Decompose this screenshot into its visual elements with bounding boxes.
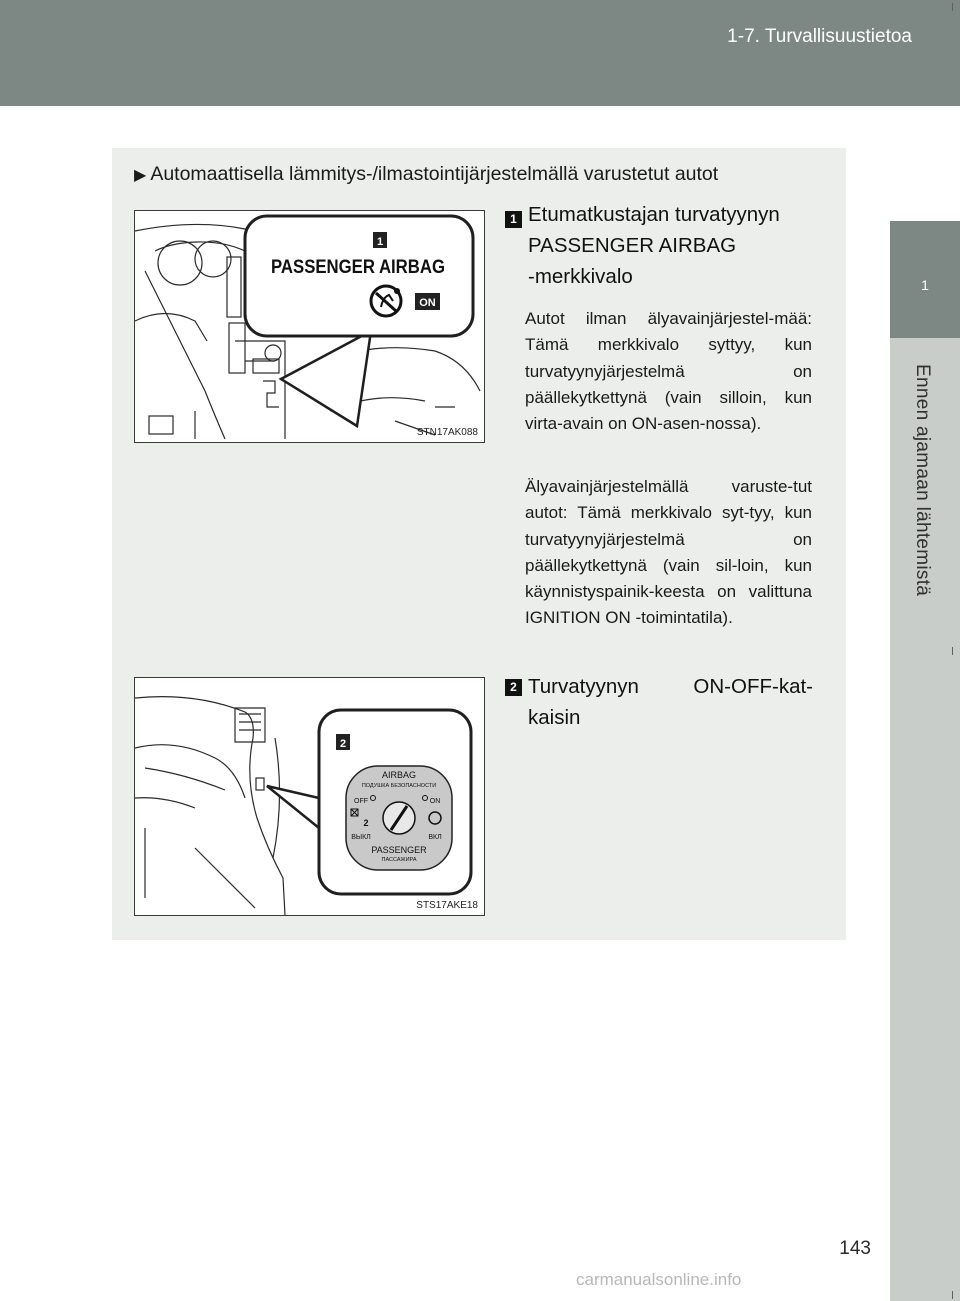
dashboard-illustration [135,211,484,442]
item-title [528,671,813,733]
switch-off-sublabel: ВЫКЛ [351,834,371,841]
switch-knob [383,802,415,834]
item-title-line: Turvatyynyn ON-OFF-kat- [528,675,813,698]
chapter-label: Ennen ajamaan lähtemistä [912,364,933,597]
switch-bottom-sublabel: ПАССАЖИРА [381,857,417,863]
switch-off-label: OFF [354,798,368,805]
switch-top-label: AIRBAG [381,770,417,780]
item-number-badge: 2 [505,679,522,696]
crop-mark [952,3,953,11]
item-title-line: kaisin [528,706,581,729]
section-title: 1-7. Turvallisuustietoa [727,26,912,47]
switch-bottom-label: PASSENGER [371,845,427,855]
on-badge: ON [419,297,436,309]
item-paragraph: Autot ilman älyavainjärjestel-mää: Tämä merkkivalo syttyy, kun turvatyynyjärjestelmä on päällekytkettynä (vain silloin, kun virta-avain on ON-asen-nossa). [525,309,812,434]
chapter-strip [890,338,960,1301]
content-heading-text: Automaattisella lämmitys-/ilmastointijärjestelmällä varustetut autot [150,163,719,185]
item-title-line: -merkkivalo [528,265,633,288]
watermark: carmanualsonline.info [576,1270,742,1289]
switch-top-sublabel: ПОДУШКА БЕЗОПАСНОСТИ [361,783,437,789]
item-title [528,199,824,292]
figure-airbag-switch [134,677,485,916]
content-heading [134,163,718,186]
chapter-tab [890,221,960,338]
crop-mark [952,647,953,655]
triangle-bullet-icon: ▶ [134,167,147,184]
indicator-text: PASSENGER AIRBAG [271,257,445,278]
item-paragraph: Älyavainjärjestelmällä varuste-tut autot: Tämä merkkivalo syt-tyy, kun turvatyynyjärjestelmä on päällekytkettynä (vain sil-loin, kun käynnistyspainik-keesta on valittuna IGNITION ON -toimintatila). [525,477,812,628]
item-title-line: Etumatkustajan turvatyynyn [528,203,780,226]
figure-code: STS17AKE18 [416,900,478,911]
header-band [0,0,960,106]
glovebox-illustration [135,678,484,915]
figure-callout-number: 1 [376,236,384,248]
switch-icon-number: 2 [363,818,369,828]
item-title-line: PASSENGER AIRBAG [528,234,737,257]
switch-on-label: ON [429,798,441,805]
page-number: 143 [839,1238,871,1259]
figure-callout-number: 2 [339,738,347,750]
crop-mark [952,1291,953,1299]
switch-on-sublabel: ВКЛ [428,834,442,841]
figure-passenger-airbag-indicator [134,210,485,443]
figure-code: STN17AK088 [416,427,478,438]
chapter-number: 1 [921,277,929,293]
item-number-badge: 1 [505,211,522,228]
